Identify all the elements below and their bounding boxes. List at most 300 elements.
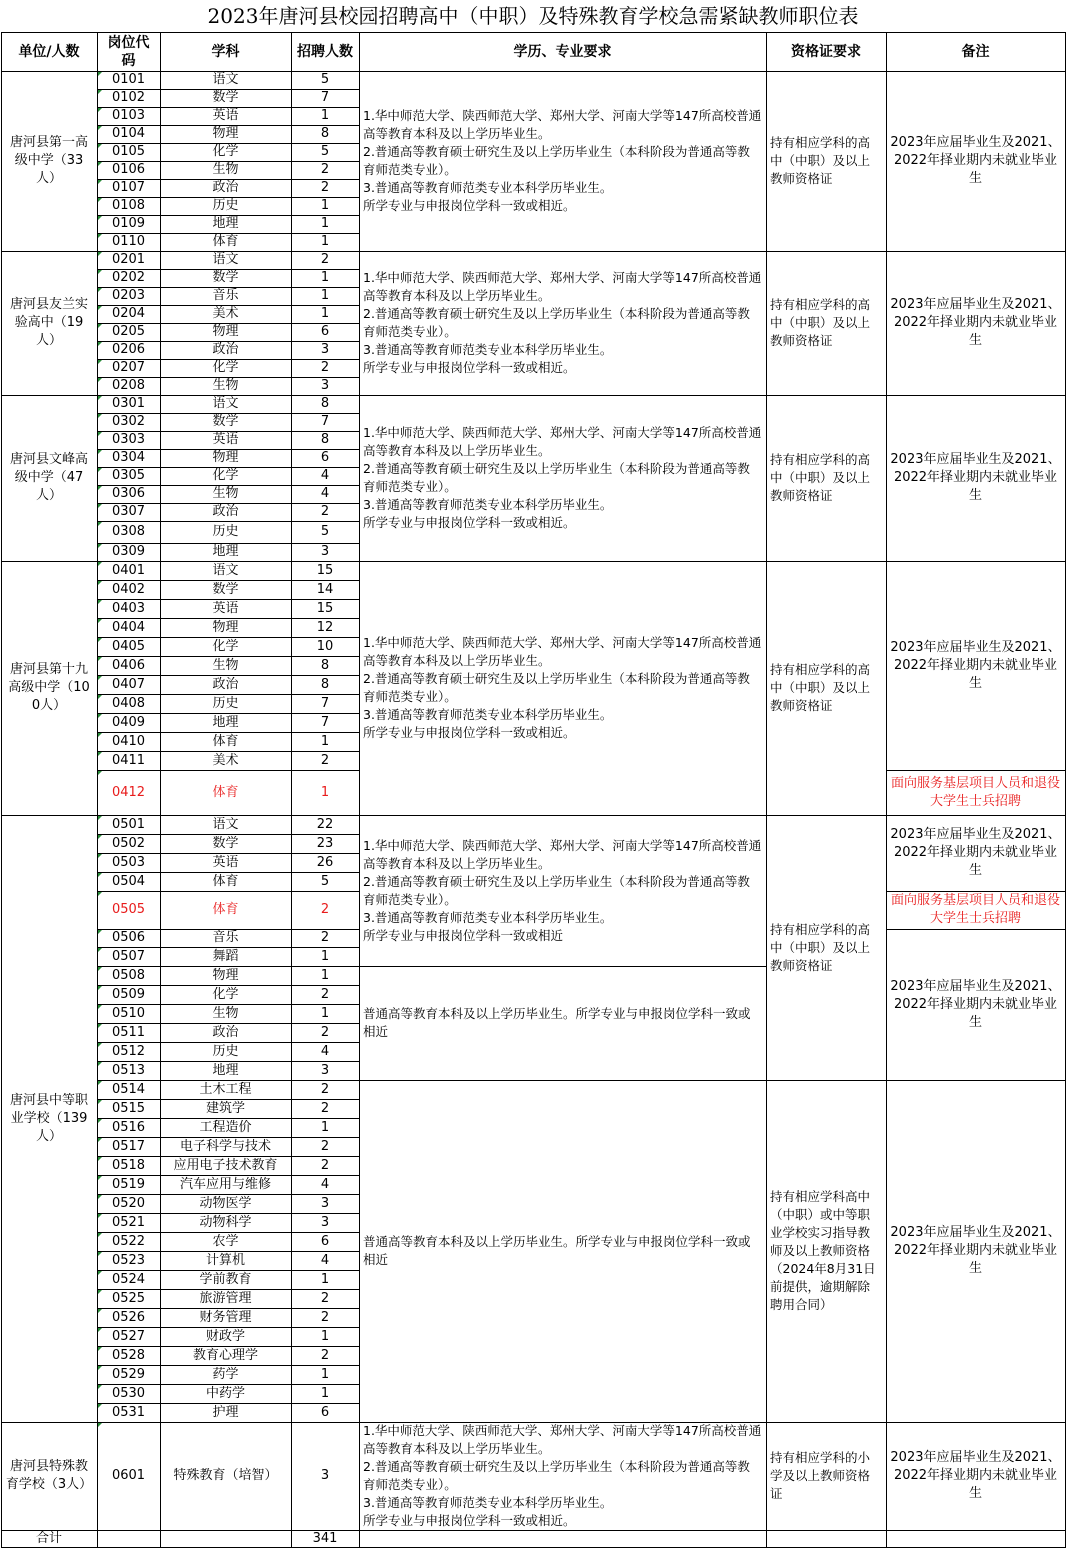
subject: 农学 — [212, 1233, 239, 1249]
grid-line — [97, 125, 360, 126]
grid-line — [97, 161, 360, 162]
hire-count: 6 — [320, 1404, 330, 1420]
remark: 2023年应届毕业生及2021、2022年择业期内未就业毕业生 — [890, 827, 1061, 878]
post-code: 0105 — [97, 143, 160, 161]
grid-line — [97, 675, 360, 676]
grid-line — [886, 929, 1066, 930]
grid-line — [97, 503, 360, 504]
post-code: 0510 — [97, 1004, 160, 1023]
post-code: 0518 — [97, 1156, 160, 1175]
education-requirement: 1.华中师范大学、陕西师范大学、郑州大学、河南大学等147所高校普通高等教育本科及以上学历毕业生。 2.普通高等教育硕士研究生及以上学历毕业生（本科阶段为普通高等教育师范类专业）。 3.普通高等教育师范类专业本科学历毕业生。 所学专业与申报岗位学科一致或相近。 — [363, 1423, 762, 1528]
hire-count: 1 — [320, 108, 330, 123]
grid-line — [886, 561, 1066, 562]
header-count: 招聘人数 — [297, 43, 353, 60]
post-code: 0513 — [97, 1061, 160, 1080]
grid-line — [97, 215, 360, 216]
subject: 体育 — [212, 784, 239, 800]
post-code: 0301 — [97, 395, 160, 413]
subject: 英语 — [212, 600, 239, 616]
subject: 化学 — [212, 638, 239, 654]
hire-count: 2 — [320, 1290, 330, 1306]
subject: 历史 — [212, 695, 239, 711]
post-code: 0101 — [97, 71, 160, 89]
subject: 音乐 — [212, 930, 239, 945]
header-subject: 学科 — [211, 43, 240, 60]
grid-line — [97, 1289, 360, 1290]
post-code: 0402 — [97, 580, 160, 599]
education-requirement: 普通高等教育本科及以上学历毕业生。所学专业与申报岗位学科一致或相近 — [363, 1234, 751, 1267]
subject: 应用电子技术教育 — [173, 1157, 278, 1173]
grid-line — [97, 1403, 360, 1404]
remark: 面向服务基层项目人员和退役大学生士兵招聘 — [890, 893, 1060, 926]
subject: 政治 — [212, 180, 239, 195]
certificate-requirement: 持有相应学科的高中（中职）及以上教师资格证 — [770, 452, 871, 503]
grid-line — [886, 891, 1066, 892]
header-edu: 学历、专业要求 — [513, 43, 612, 60]
grid-line — [97, 485, 360, 486]
post-code: 0506 — [97, 929, 160, 947]
grid-line — [97, 341, 360, 342]
grid-line — [886, 395, 1066, 396]
hire-count: 1 — [320, 270, 330, 285]
remark: 2023年应届毕业生及2021、2022年择业期内未就业毕业生 — [890, 297, 1061, 348]
hire-count: 2 — [320, 1081, 330, 1097]
post-code: 0515 — [97, 1099, 160, 1118]
grid-line — [97, 1251, 360, 1252]
post-code: 0103 — [97, 107, 160, 125]
hire-count: 2 — [320, 1157, 330, 1173]
remark: 2023年应届毕业生及2021、2022年择业期内未就业毕业生 — [890, 639, 1061, 691]
subject: 数学 — [212, 581, 239, 597]
subject: 历史 — [212, 524, 239, 539]
certificate-requirement: 持有相应学科的高中（中职）及以上教师资格证 — [770, 662, 871, 713]
grid-line — [97, 431, 360, 432]
hire-count: 6 — [320, 324, 330, 339]
grid-line — [97, 467, 360, 468]
remark: 2023年应届毕业生及2021、2022年择业期内未就业毕业生 — [890, 1450, 1061, 1501]
grid-line — [97, 618, 360, 619]
hire-count: 1 — [320, 967, 330, 983]
post-code: 0507 — [97, 947, 160, 966]
subject: 动物科学 — [199, 1214, 252, 1230]
grid-line — [97, 521, 360, 522]
grid-line — [97, 1023, 360, 1024]
hire-count: 1 — [320, 784, 330, 800]
post-code: 0529 — [97, 1365, 160, 1384]
hire-count: 6 — [320, 1233, 330, 1249]
grid-line — [766, 395, 887, 396]
hire-count: 2 — [320, 1024, 330, 1040]
grid-line — [359, 1080, 767, 1081]
grid-line — [886, 32, 887, 1548]
hire-count: 8 — [320, 126, 330, 141]
grid-line — [97, 1232, 360, 1233]
post-code: 0523 — [97, 1251, 160, 1270]
post-code: 0505 — [97, 891, 160, 929]
subject: 语文 — [212, 562, 239, 578]
grid-line — [359, 1530, 767, 1531]
hire-count: 26 — [316, 854, 334, 870]
grid-line — [886, 770, 1066, 771]
hire-count: 4 — [320, 468, 330, 483]
post-code: 0401 — [97, 561, 160, 580]
grid-line — [359, 966, 767, 967]
hire-count: 1 — [320, 216, 330, 231]
post-code: 0508 — [97, 966, 160, 985]
post-code: 0106 — [97, 161, 160, 179]
certificate-requirement: 持有相应学科的高中（中职）及以上教师资格证 — [770, 297, 871, 348]
grid-line — [97, 179, 360, 180]
post-code: 0517 — [97, 1137, 160, 1156]
subject: 护理 — [212, 1404, 239, 1420]
post-code: 0203 — [97, 287, 160, 305]
subject: 美术 — [212, 306, 239, 321]
subject: 数学 — [212, 270, 239, 285]
hire-count: 2 — [320, 360, 330, 375]
post-code: 0501 — [97, 815, 160, 834]
hire-count: 12 — [316, 619, 334, 635]
certificate-requirement: 持有相应学科的高中（中职）及以上教师资格证 — [770, 135, 871, 186]
grid-line — [97, 1327, 360, 1328]
subject: 药学 — [212, 1366, 239, 1382]
grid-line — [1, 32, 2, 1548]
hire-count: 15 — [316, 600, 334, 616]
education-requirement: 1.华中师范大学、陕西师范大学、郑州大学、河南大学等147所高校普通高等教育本科及以上学历毕业生。 2.普通高等教育硕士研究生及以上学历毕业生（本科阶段为普通高等教育师范类专业）。 3.普通高等教育师范类专业本科学历毕业生。 所学专业与申报岗位学科一致或相近。 — [363, 425, 762, 530]
remark: 2023年应届毕业生及2021、2022年择业期内未就业毕业生 — [890, 978, 1061, 1030]
post-code: 0503 — [97, 853, 160, 872]
grid-line — [97, 233, 360, 234]
post-code: 0308 — [97, 521, 160, 543]
post-code: 0107 — [97, 179, 160, 197]
grid-line — [97, 449, 360, 450]
grid-line — [97, 359, 360, 360]
post-code: 0304 — [97, 449, 160, 467]
hire-count: 2 — [320, 986, 330, 1002]
grid-line — [766, 1530, 887, 1531]
hire-count: 2 — [320, 1138, 330, 1154]
post-code: 0509 — [97, 985, 160, 1004]
hire-count: 3 — [320, 1468, 330, 1483]
post-code: 0102 — [97, 89, 160, 107]
hire-count: 2 — [320, 162, 330, 177]
grid-line — [97, 1213, 360, 1214]
subject: 历史 — [212, 198, 239, 213]
subject: 中药学 — [205, 1385, 245, 1401]
hire-count: 4 — [320, 1043, 330, 1059]
hire-count: 1 — [320, 306, 330, 321]
subject: 物理 — [212, 967, 239, 983]
subject: 数学 — [212, 835, 239, 851]
subject: 土木工程 — [199, 1081, 252, 1097]
subject: 语文 — [212, 72, 239, 87]
grid-line — [359, 815, 767, 816]
grid-line — [97, 1137, 360, 1138]
hire-count: 1 — [320, 288, 330, 303]
grid-line — [97, 1365, 360, 1366]
post-code: 0522 — [97, 1232, 160, 1251]
post-code: 0511 — [97, 1023, 160, 1042]
header-cert: 资格证要求 — [791, 43, 861, 60]
hire-count: 2 — [320, 1309, 330, 1325]
subject: 旅游管理 — [199, 1290, 252, 1306]
subject: 化学 — [212, 468, 239, 483]
grid-line — [97, 966, 360, 967]
grid-line — [766, 561, 887, 562]
subject: 体育 — [212, 234, 239, 249]
post-code: 0520 — [97, 1194, 160, 1213]
grid-line — [97, 1270, 360, 1271]
grid-line — [97, 891, 360, 892]
grid-line — [359, 32, 360, 1548]
post-code: 0524 — [97, 1270, 160, 1289]
hire-count: 3 — [320, 378, 330, 393]
subject: 化学 — [212, 986, 239, 1002]
post-code: 0502 — [97, 834, 160, 853]
hire-count: 10 — [316, 638, 334, 654]
remark: 面向服务基层项目人员和退役大学生士兵招聘 — [890, 775, 1060, 809]
grid-line — [97, 947, 360, 948]
grid-line — [97, 1080, 360, 1081]
hire-count: 1 — [320, 948, 330, 964]
subject: 教育心理学 — [192, 1347, 258, 1363]
subject: 财务管理 — [199, 1309, 252, 1325]
grid-line — [97, 732, 360, 733]
hire-count: 1 — [320, 1366, 330, 1382]
subject: 动物医学 — [199, 1195, 252, 1211]
hire-count: 2 — [320, 752, 330, 768]
post-code: 0303 — [97, 431, 160, 449]
grid-line — [97, 197, 360, 198]
post-code: 0405 — [97, 637, 160, 656]
remark: 2023年应届毕业生及2021、2022年择业期内未就业毕业生 — [890, 135, 1061, 186]
hire-count: 1 — [320, 1271, 330, 1287]
grid-line — [97, 1194, 360, 1195]
post-code: 0110 — [97, 233, 160, 251]
grid-line — [886, 251, 1066, 252]
subject: 英语 — [212, 108, 239, 123]
grid-line — [97, 713, 360, 714]
grid-line — [97, 305, 360, 306]
hire-count: 1 — [320, 1119, 330, 1135]
hire-count: 5 — [320, 72, 330, 87]
grid-line — [766, 251, 887, 252]
hire-count: 8 — [320, 432, 330, 447]
hire-count: 3 — [320, 1214, 330, 1230]
post-code: 0104 — [97, 125, 160, 143]
hire-count: 5 — [320, 144, 330, 159]
post-code: 0526 — [97, 1308, 160, 1327]
post-code: 0527 — [97, 1327, 160, 1346]
subject: 语文 — [212, 396, 239, 411]
grid-line — [97, 834, 360, 835]
hire-count: 4 — [320, 1176, 330, 1192]
post-code: 0406 — [97, 656, 160, 675]
post-code: 0407 — [97, 675, 160, 694]
post-code: 0305 — [97, 467, 160, 485]
hire-count: 5 — [320, 873, 330, 889]
hire-count: 2 — [320, 1100, 330, 1116]
post-code: 0410 — [97, 732, 160, 751]
header-note: 备注 — [961, 43, 990, 60]
grid-line — [97, 637, 360, 638]
hire-count: 8 — [320, 396, 330, 411]
grid-line — [886, 1530, 1066, 1531]
subject: 化学 — [212, 144, 239, 159]
post-code: 0204 — [97, 305, 160, 323]
hire-count: 7 — [320, 695, 330, 711]
post-code: 0411 — [97, 751, 160, 770]
grid-line — [886, 815, 1066, 816]
grid-line — [97, 1175, 360, 1176]
subject: 英语 — [212, 854, 239, 870]
hire-count: 1 — [320, 198, 330, 213]
hire-count: 2 — [320, 902, 330, 917]
post-code: 0202 — [97, 269, 160, 287]
hire-count: 2 — [320, 930, 330, 945]
subject: 生物 — [212, 486, 239, 501]
subject: 地理 — [212, 216, 239, 231]
grid-line — [97, 32, 98, 1548]
post-code: 0206 — [97, 341, 160, 359]
post-code: 0208 — [97, 377, 160, 395]
subject: 数学 — [212, 414, 239, 429]
grid-line — [359, 1422, 767, 1423]
post-code: 0302 — [97, 413, 160, 431]
grid-line — [160, 32, 161, 1548]
education-requirement: 1.华中师范大学、陕西师范大学、郑州大学、河南大学等147所高校普通高等教育本科及以上学历毕业生。 2.普通高等教育硕士研究生及以上学历毕业生（本科阶段为普通高等教育师范类专业）。 3.普通高等教育师范类专业本科学历毕业生。 所学专业与申报岗位学科一致或相近。 — [363, 635, 762, 740]
certificate-requirement: 持有相应学科的小学及以上教师资格证 — [770, 1450, 871, 1501]
post-code: 0512 — [97, 1042, 160, 1061]
unit-name: 唐河县第一高级中学（33人） — [9, 135, 88, 186]
post-code: 0307 — [97, 503, 160, 521]
post-code: 0516 — [97, 1118, 160, 1137]
grid-line — [97, 872, 360, 873]
subject: 体育 — [212, 902, 239, 917]
subject: 物理 — [212, 126, 239, 141]
education-requirement: 普通高等教育本科及以上学历毕业生。所学专业与申报岗位学科一致或相近 — [363, 1006, 751, 1039]
hire-count: 1 — [320, 234, 330, 249]
hire-count: 5 — [320, 524, 330, 539]
remark: 2023年应届毕业生及2021、2022年择业期内未就业毕业生 — [890, 452, 1061, 503]
subject: 语文 — [212, 252, 239, 267]
post-code: 0528 — [97, 1346, 160, 1365]
subject: 财政学 — [205, 1328, 245, 1344]
header-code: 岗位代码 — [107, 34, 150, 69]
grid-line — [97, 1156, 360, 1157]
subject: 计算机 — [205, 1252, 245, 1268]
certificate-requirement: 持有相应学科高中（中职）或中等职业学校实习指导教师及以上教师资格（2024年8月31日前提供，逾期解除聘用合同） — [770, 1189, 876, 1312]
grid-line — [359, 395, 767, 396]
grid-line — [97, 1042, 360, 1043]
post-code: 0514 — [97, 1080, 160, 1099]
hire-count: 3 — [320, 1195, 330, 1211]
page-title: 2023年唐河县校园招聘高中（中职）及特殊教育学校急需紧缺教师职位表 — [207, 4, 859, 28]
subject: 工程造价 — [199, 1119, 252, 1135]
grid-line — [97, 323, 360, 324]
education-requirement: 1.华中师范大学、陕西师范大学、郑州大学、河南大学等147所高校普通高等教育本科及以上学历毕业生。 2.普通高等教育硕士研究生及以上学历毕业生（本科阶段为普通高等教育师范类专业）。 3.普通高等教育师范类专业本科学历毕业生。 所学专业与申报岗位学科一致或相近。 — [363, 270, 762, 375]
education-requirement: 1.华中师范大学、陕西师范大学、郑州大学、河南大学等147所高校普通高等教育本科及以上学历毕业生。 2.普通高等教育硕士研究生及以上学历毕业生（本科阶段为普通高等教育师范类专业）。 3.普通高等教育师范类专业本科学历毕业生。 所学专业与申报岗位学科一致或相近。 — [363, 108, 762, 213]
grid-line — [97, 377, 360, 378]
hire-count: 2 — [320, 1347, 330, 1363]
hire-count: 4 — [320, 1252, 330, 1268]
header-unit: 单位/人数 — [18, 43, 80, 60]
hire-count: 1 — [320, 733, 330, 749]
subject: 化学 — [212, 360, 239, 375]
post-code: 0306 — [97, 485, 160, 503]
remark: 2023年应届毕业生及2021、2022年择业期内未就业毕业生 — [890, 1225, 1061, 1276]
hire-count: 3 — [320, 342, 330, 357]
post-code: 0309 — [97, 543, 160, 561]
post-code: 0404 — [97, 618, 160, 637]
post-code: 0205 — [97, 323, 160, 341]
grid-line — [97, 143, 360, 144]
grid-line — [97, 1308, 360, 1309]
unit-name: 唐河县友兰实验高中（19人） — [9, 297, 88, 348]
grid-line — [97, 1004, 360, 1005]
post-code: 0412 — [97, 770, 160, 815]
grid-line — [97, 287, 360, 288]
subject: 生物 — [212, 1005, 239, 1021]
hire-count: 3 — [320, 1062, 330, 1078]
grid-line — [97, 853, 360, 854]
subject: 体育 — [212, 873, 239, 889]
grid-line — [97, 770, 360, 771]
subject: 政治 — [212, 504, 239, 519]
post-code: 0201 — [97, 251, 160, 269]
subject: 政治 — [212, 1024, 239, 1040]
grid-line — [97, 107, 360, 108]
hire-count: 6 — [320, 450, 330, 465]
subject: 政治 — [212, 676, 239, 692]
grid-line — [97, 543, 360, 544]
hire-count: 2 — [320, 252, 330, 267]
grid-line — [359, 251, 767, 252]
hire-count: 7 — [320, 90, 330, 105]
unit-name: 唐河县文峰高级中学（47人） — [9, 452, 88, 503]
subject: 生物 — [212, 162, 239, 177]
grid-line — [291, 32, 292, 1548]
subject: 地理 — [212, 714, 239, 730]
hire-count: 3 — [320, 544, 330, 559]
post-code: 0521 — [97, 1213, 160, 1232]
subject: 生物 — [212, 657, 239, 673]
grid-line — [766, 815, 887, 816]
subject: 特殊教育（培智） — [173, 1468, 278, 1483]
grid-line — [359, 561, 767, 562]
grid-line — [97, 1384, 360, 1385]
post-code: 0531 — [97, 1403, 160, 1422]
hire-count: 2 — [320, 504, 330, 519]
grid-line — [766, 32, 767, 1548]
grid-line — [97, 1346, 360, 1347]
grid-line — [97, 1099, 360, 1100]
subject: 英语 — [212, 432, 239, 447]
subject: 地理 — [212, 1062, 239, 1078]
subject: 音乐 — [212, 288, 239, 303]
post-code: 0408 — [97, 694, 160, 713]
hire-count: 14 — [316, 581, 334, 597]
post-code: 0525 — [97, 1289, 160, 1308]
grid-line — [97, 694, 360, 695]
post-code: 0409 — [97, 713, 160, 732]
total-label: 合计 — [35, 1530, 62, 1546]
grid-line — [766, 1422, 887, 1423]
post-code: 0108 — [97, 197, 160, 215]
hire-count: 23 — [316, 835, 334, 851]
post-code: 0504 — [97, 872, 160, 891]
total-count: 341 — [312, 1530, 338, 1546]
subject: 汽车应用与维修 — [179, 1176, 271, 1192]
